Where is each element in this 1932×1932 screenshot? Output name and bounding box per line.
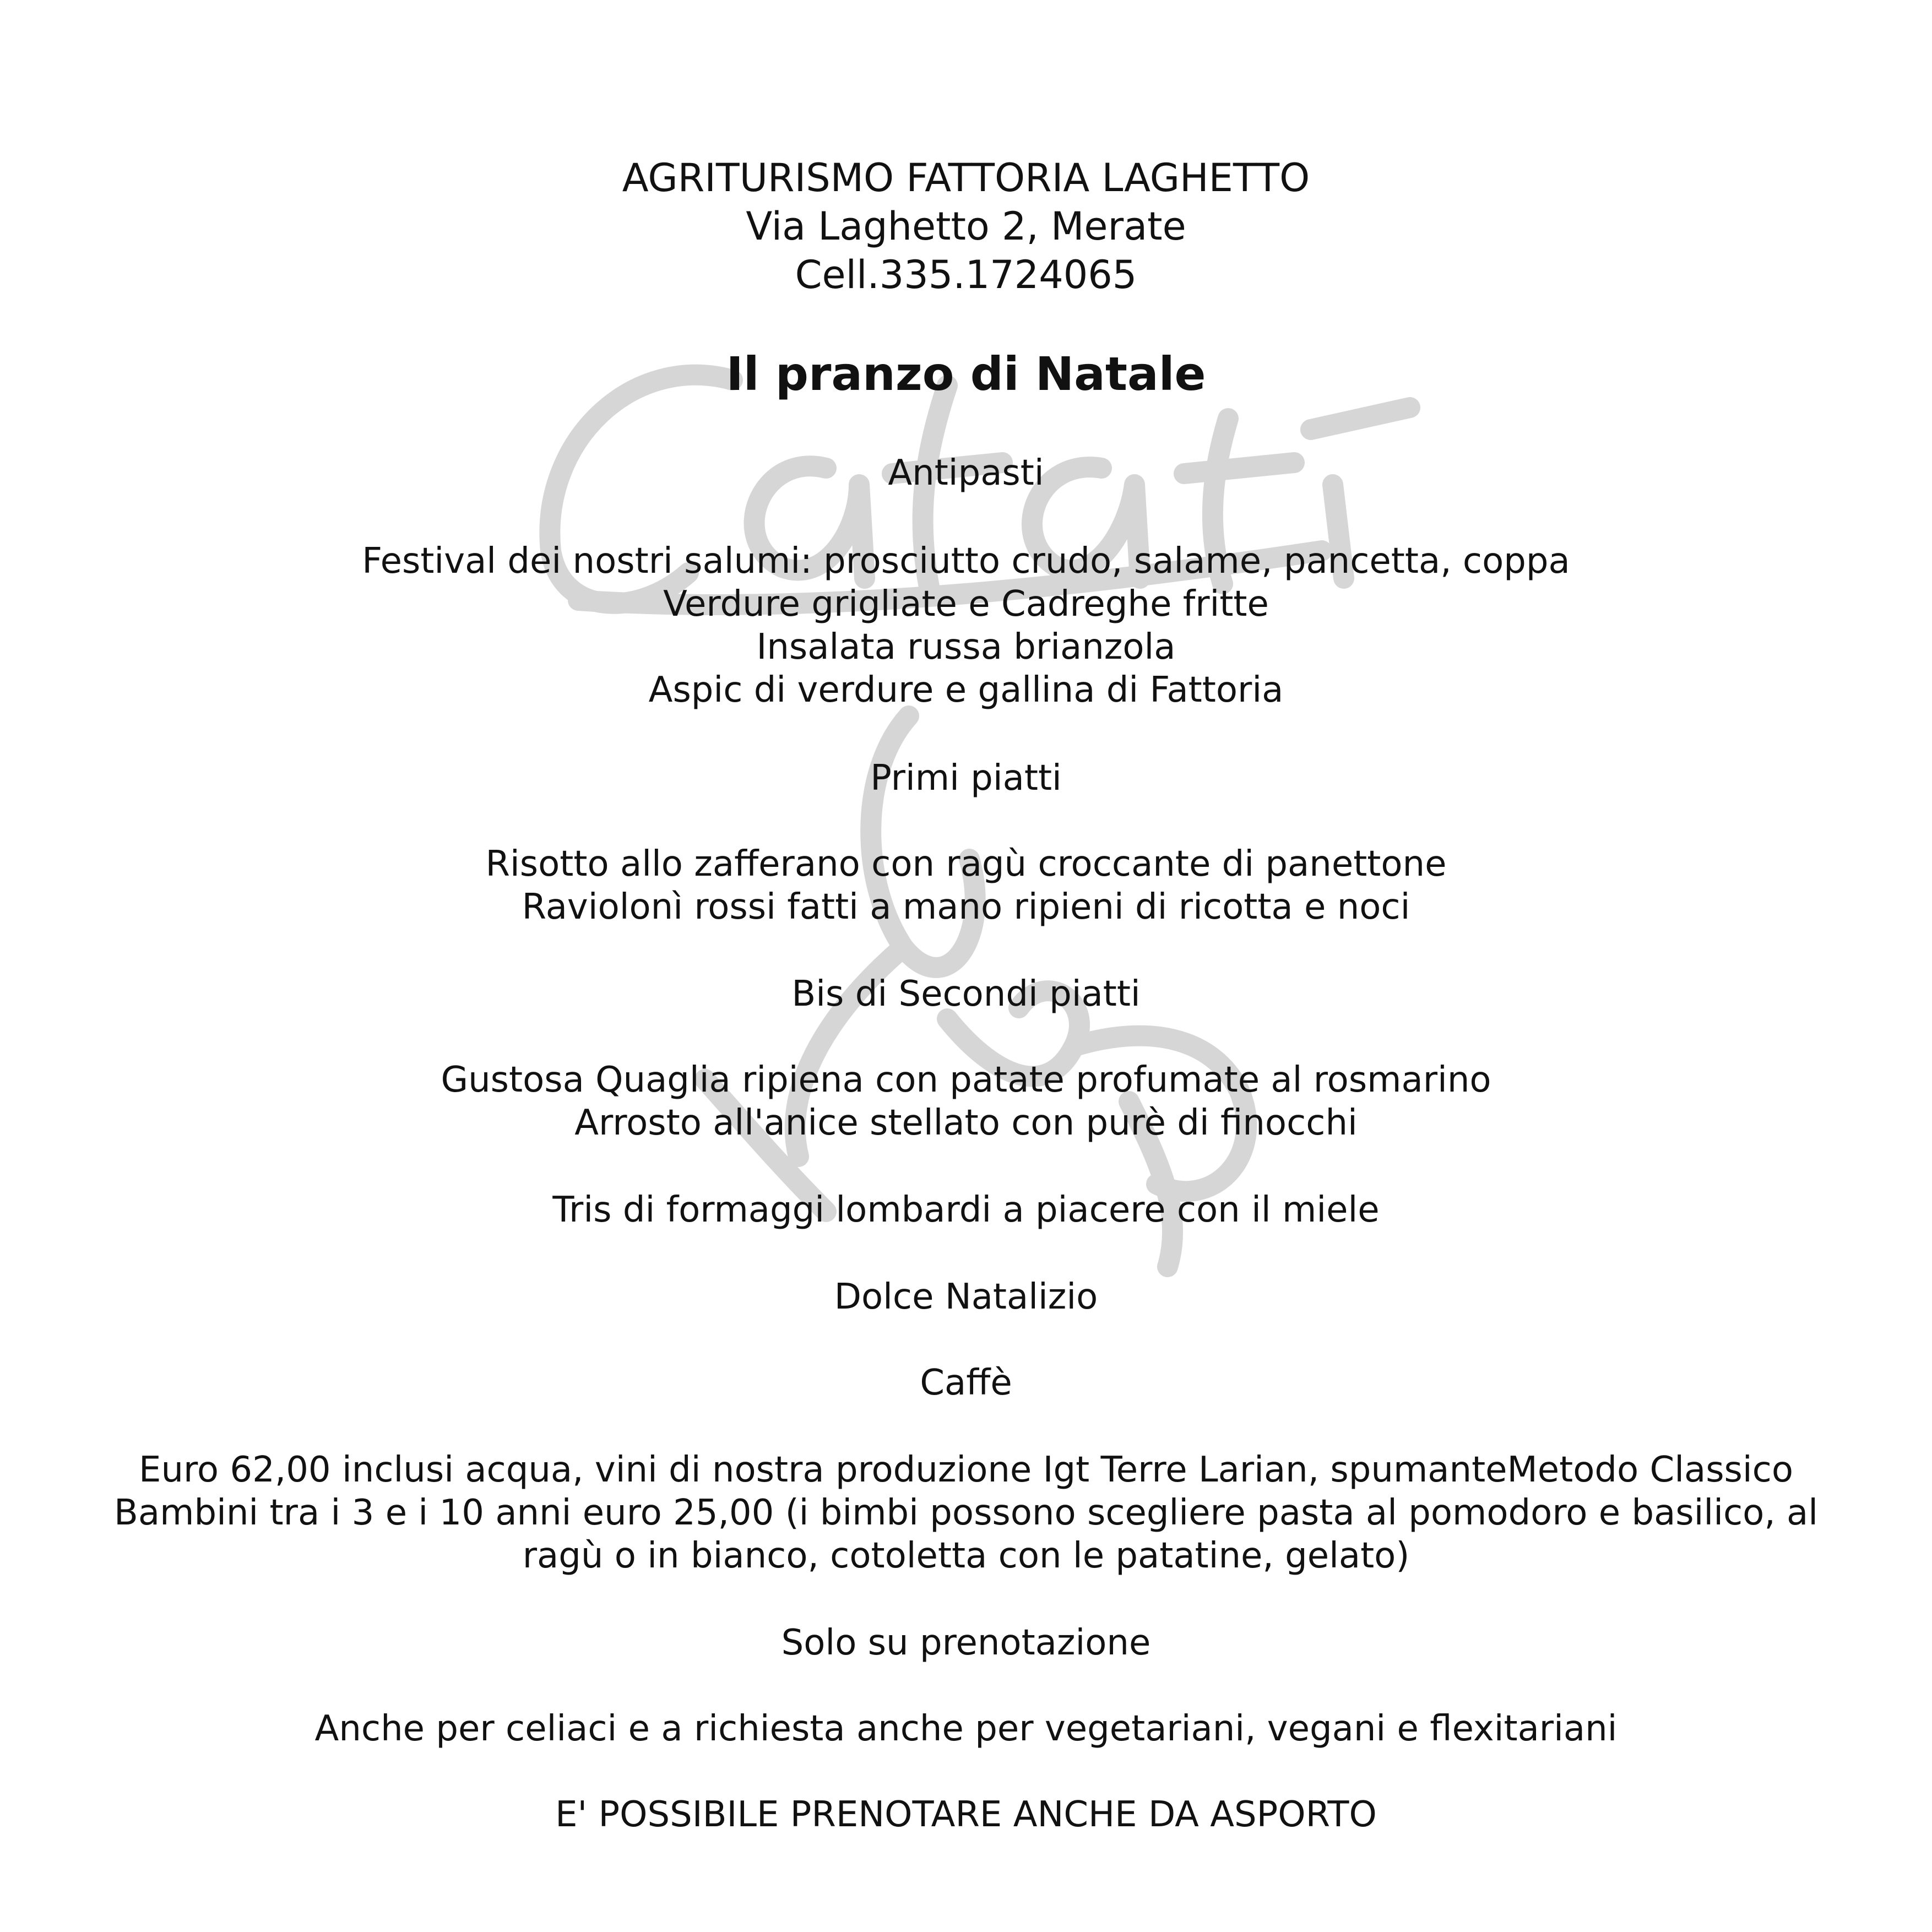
dietary-note: Anche per celiaci e a richiesta anche per vegetariani, vegani e flexitariani <box>314 1708 1618 1749</box>
menu-item: Gustosa Quaglia ripiena con patate profumate al rosmarino <box>441 1060 1491 1100</box>
section-heading-primi: Primi piatti <box>870 758 1062 799</box>
section-heading-antipasti: Antipasti <box>888 453 1044 493</box>
takeaway-note: E' POSSIBILE PRENOTARE ANCHE DA ASPORTO <box>555 1794 1377 1835</box>
menu-item: Insalata russa brianzola <box>756 627 1176 667</box>
dolce-course: Dolce Natalizio <box>834 1277 1098 1317</box>
price-children-cont: ragù o in bianco, cotoletta con le patatine, gelato) <box>522 1535 1410 1576</box>
menu-title: Il pranzo di Natale <box>726 347 1206 401</box>
menu-item: Raviolonì rossi fatti a mano ripieni di ricotta e noci <box>522 887 1410 927</box>
farm-address: Via Laghetto 2, Merate <box>746 204 1186 249</box>
menu-item: Arrosto all'anice stellato con purè di finocchi <box>574 1103 1358 1143</box>
menu-item: Risotto allo zafferano con ragù croccante di panettone <box>485 844 1447 884</box>
farm-name: AGRITURISMO FATTORIA LAGHETTO <box>622 155 1310 200</box>
farm-phone: Cell.335.1724065 <box>795 252 1137 297</box>
price-children: Bambini tra i 3 e i 10 anni euro 25,00 (i bimbi possono scegliere pasta al pomodoro e basilico, al <box>113 1493 1819 1533</box>
booking-note: Solo su prenotazione <box>781 1622 1151 1663</box>
price-adults: Euro 62,00 inclusi acqua, vini di nostra produzione Igt Terre Larian, spumanteMetodo Classico <box>139 1450 1793 1490</box>
menu-item: Verdure grigliate e Cadreghe fritte <box>663 584 1269 625</box>
section-heading-secondi: Bis di Secondi piatti <box>791 974 1141 1014</box>
menu-item: Aspic di verdure e gallina di Fattoria <box>648 670 1284 710</box>
caffe-course: Caffè <box>920 1363 1012 1403</box>
formaggi-course: Tris di formaggi lombardi a piacere con il miele <box>552 1190 1380 1230</box>
menu-item: Festival dei nostri salumi: prosciutto crudo, salame, pancetta, coppa <box>362 541 1570 582</box>
